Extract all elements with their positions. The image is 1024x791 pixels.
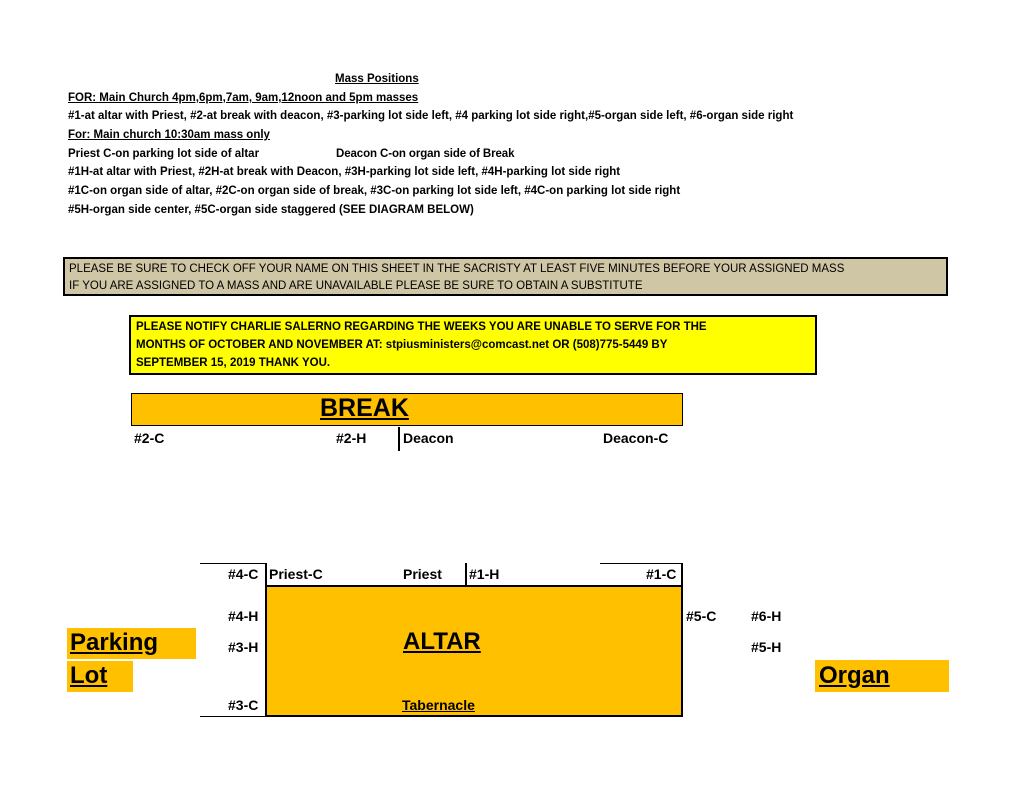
- position-deacon-c: Deacon-C: [603, 430, 669, 446]
- availability-notice-line2: MONTHS OF OCTOBER AND NOVEMBER AT: stpiusministers@comcast.net OR (508)775-5449 BY: [136, 339, 668, 351]
- position-deacon: Deacon: [403, 430, 454, 446]
- position-1-c: #1-C: [646, 566, 677, 582]
- sign-in-notice: [63, 257, 948, 296]
- altar-label: ALTAR: [403, 628, 481, 655]
- position-4-h: #4-H: [228, 608, 259, 624]
- sign-in-notice-line2: IF YOU ARE ASSIGNED TO A MASS AND ARE UNAVAILABLE PLEASE BE SURE TO OBTAIN A SUBSTITUTE: [69, 280, 643, 292]
- break-label: BREAK: [320, 394, 409, 422]
- parking-lot-label-line1: Parking: [70, 629, 159, 656]
- top-right-rule: [600, 563, 683, 564]
- c-positions-text: #1C-on organ side of altar, #2C-on organ side of break, #3C-on parking lot side left, #4C-on parking lot side right: [68, 185, 681, 197]
- break-divider: [398, 427, 400, 451]
- main-church-positions: #1-at altar with Priest, #2-at break with deacon, #3-parking lot side left, #4 parking lot side right,#5-organ side left, #6-organ side right: [68, 110, 794, 122]
- deacon-c-text: Deacon C-on organ side of Break: [336, 148, 515, 160]
- availability-notice: [129, 315, 817, 375]
- position-5-h: #5-H: [751, 639, 782, 655]
- organ-label: Organ: [819, 662, 890, 689]
- position-4-c: #4-C: [228, 566, 259, 582]
- position-2-h: #2-H: [336, 430, 367, 446]
- position-priest-c: Priest-C: [269, 566, 323, 582]
- sign-in-notice-line1: PLEASE BE SURE TO CHECK OFF YOUR NAME ON THIS SHEET IN THE SACRISTY AT LEAST FIVE MINUTES BEFORE YOUR ASSIGNED MASS: [69, 263, 845, 275]
- bottom-left-rule: [200, 716, 265, 717]
- position-3-c: #3-C: [228, 697, 259, 713]
- parking-lot-label-line2: Lot: [70, 662, 108, 689]
- priest-divider: [465, 563, 467, 585]
- position-3-h: #3-H: [228, 639, 259, 655]
- tabernacle-label: Tabernacle: [402, 697, 475, 713]
- position-5-c: #5-C: [686, 608, 717, 624]
- late-mass-heading: For: Main church 10:30am mass only: [68, 129, 270, 141]
- main-church-heading: FOR: Main Church 4pm,6pm,7am, 9am,12noon and 5pm masses: [68, 92, 419, 104]
- h-positions-text: #1H-at altar with Priest, #2H-at break with Deacon, #3H-parking lot side left, #4H-parking lot side right: [68, 166, 621, 178]
- position-1-h: #1-H: [469, 566, 500, 582]
- position-6-h: #6-H: [751, 608, 782, 624]
- fifth-positions-text: #5H-organ side center, #5C-organ side staggered (SEE DIAGRAM BELOW): [68, 204, 474, 216]
- top-left-rule: [200, 563, 265, 564]
- position-2-c: #2-C: [134, 430, 165, 446]
- page-title: Mass Positions: [335, 73, 419, 85]
- altar-right-divider: [681, 563, 683, 585]
- availability-notice-line3: SEPTEMBER 15, 2019 THANK YOU.: [136, 357, 331, 369]
- position-priest: Priest: [403, 566, 442, 582]
- availability-notice-line1: PLEASE NOTIFY CHARLIE SALERNO REGARDING THE WEEKS YOU ARE UNABLE TO SERVE FOR THE: [136, 321, 707, 333]
- priest-c-text: Priest C-on parking lot side of altar: [68, 148, 260, 160]
